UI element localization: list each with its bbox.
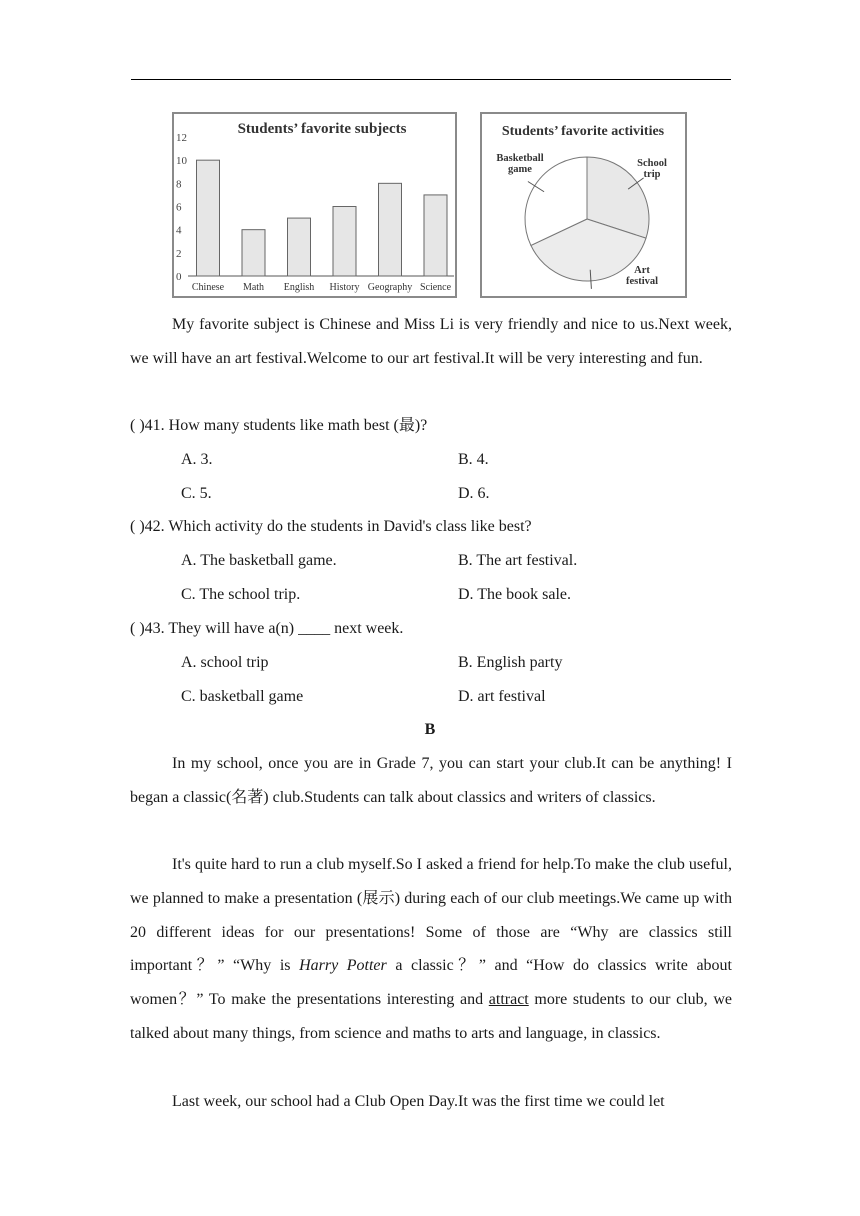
paragraph-2-text-2: a classic？” and “How do classics write about women？” To make the presentations interesting and	[130, 957, 732, 1009]
pie-slice-label: trip	[643, 169, 661, 180]
x-tick-label: Chinese	[191, 282, 225, 293]
passage-a-paragraph: My favorite subject is Chinese and Miss Li is very friendly and nice to us.Next week, we will have an art festival.Welcome to our art festival.It will be very interesting and fun.	[130, 316, 732, 367]
bar-history	[333, 207, 356, 277]
pie-slice-label: Basketball	[496, 153, 544, 164]
header-rule	[131, 79, 731, 80]
bar-english	[288, 218, 311, 276]
pie-slice-label: School	[637, 158, 667, 169]
bar-math	[242, 230, 265, 276]
x-tick-label: History	[329, 282, 360, 293]
question-42-option-a: A. The basketball game.	[181, 552, 337, 569]
question-41-stem: ( )41. How many students like math best (最)?	[130, 417, 428, 434]
question-41-option-a: A. 3.	[181, 451, 213, 468]
pie-slice-label: game	[508, 164, 532, 175]
underlined-word-attract: attract	[488, 991, 529, 1009]
section-b-paragraph-3: Last week, our school had a Club Open Day.It was the first time we could let	[172, 1093, 665, 1110]
bar-chinese	[197, 160, 220, 276]
x-tick-label: English	[283, 282, 315, 293]
y-tick-label: 4	[176, 224, 182, 237]
y-tick-label: 10	[176, 155, 187, 168]
x-tick-label: Science	[419, 282, 452, 293]
paragraph-2-text-1: It's quite hard to run a club myself.So I asked a friend for help.To make the club useful, we planned to make a presentation (展示) during each of our club meetings.We came up with 20 different ideas for our presentations! Some of those are “Why are classics still important？” “Why is	[130, 856, 732, 975]
question-41-option-b: B. 4.	[458, 451, 489, 468]
y-tick-label: 2	[176, 247, 182, 260]
y-tick-label: 12	[176, 132, 187, 144]
pie-chart-title: Students’ favorite activities	[501, 124, 665, 139]
question-43-option-d: D. art festival	[458, 688, 546, 705]
question-43-option-a: A. school trip	[181, 654, 269, 671]
pie-slice-label: Art	[634, 265, 650, 276]
favorite-subjects-chart	[172, 112, 457, 298]
favorite-activities-chart	[480, 112, 687, 298]
section-b-paragraph-1: In my school, once you are in Grade 7, you can start your club.It can be anything! I began a classic(名著) club.Students can talk about classics and writers of classics.	[130, 755, 732, 806]
bar-geography	[379, 183, 402, 276]
y-tick-label: 6	[176, 201, 182, 214]
bar-science	[424, 195, 447, 276]
y-tick-label: 8	[176, 178, 182, 191]
x-tick-label: Geography	[367, 282, 413, 293]
question-43-stem: ( )43. They will have a(n) ____ next week.	[130, 620, 404, 637]
question-41-option-d: D. 6.	[458, 485, 490, 502]
section-b-paragraph-2	[130, 848, 732, 1051]
question-42-option-d: D. The book sale.	[458, 586, 572, 603]
pie-slice-label: festival	[625, 276, 659, 287]
question-42-option-c: C. The school trip.	[181, 586, 301, 603]
section-b-heading: B	[424, 721, 436, 738]
bar-chart-title: Students’ favorite subjects	[237, 121, 407, 137]
question-42-option-b: B. The art festival.	[458, 552, 578, 569]
favorite-subjects-svg	[174, 114, 455, 296]
question-43-option-c: C. basketball game	[181, 688, 304, 705]
x-tick-label: Math	[242, 282, 265, 293]
y-tick-label: 0	[176, 271, 182, 283]
question-43-option-b: B. English party	[458, 654, 563, 671]
favorite-activities-svg	[482, 114, 685, 296]
question-41-option-c: C. 5.	[181, 485, 212, 502]
paragraph-2-text-3: more students to our club, we talked about many things, from science and maths to arts and language, in classics.	[130, 991, 732, 1042]
question-42-stem: ( )42. Which activity do the students in David's class like best?	[130, 518, 532, 535]
book-title-harry-potter: Harry Potter	[299, 957, 387, 975]
